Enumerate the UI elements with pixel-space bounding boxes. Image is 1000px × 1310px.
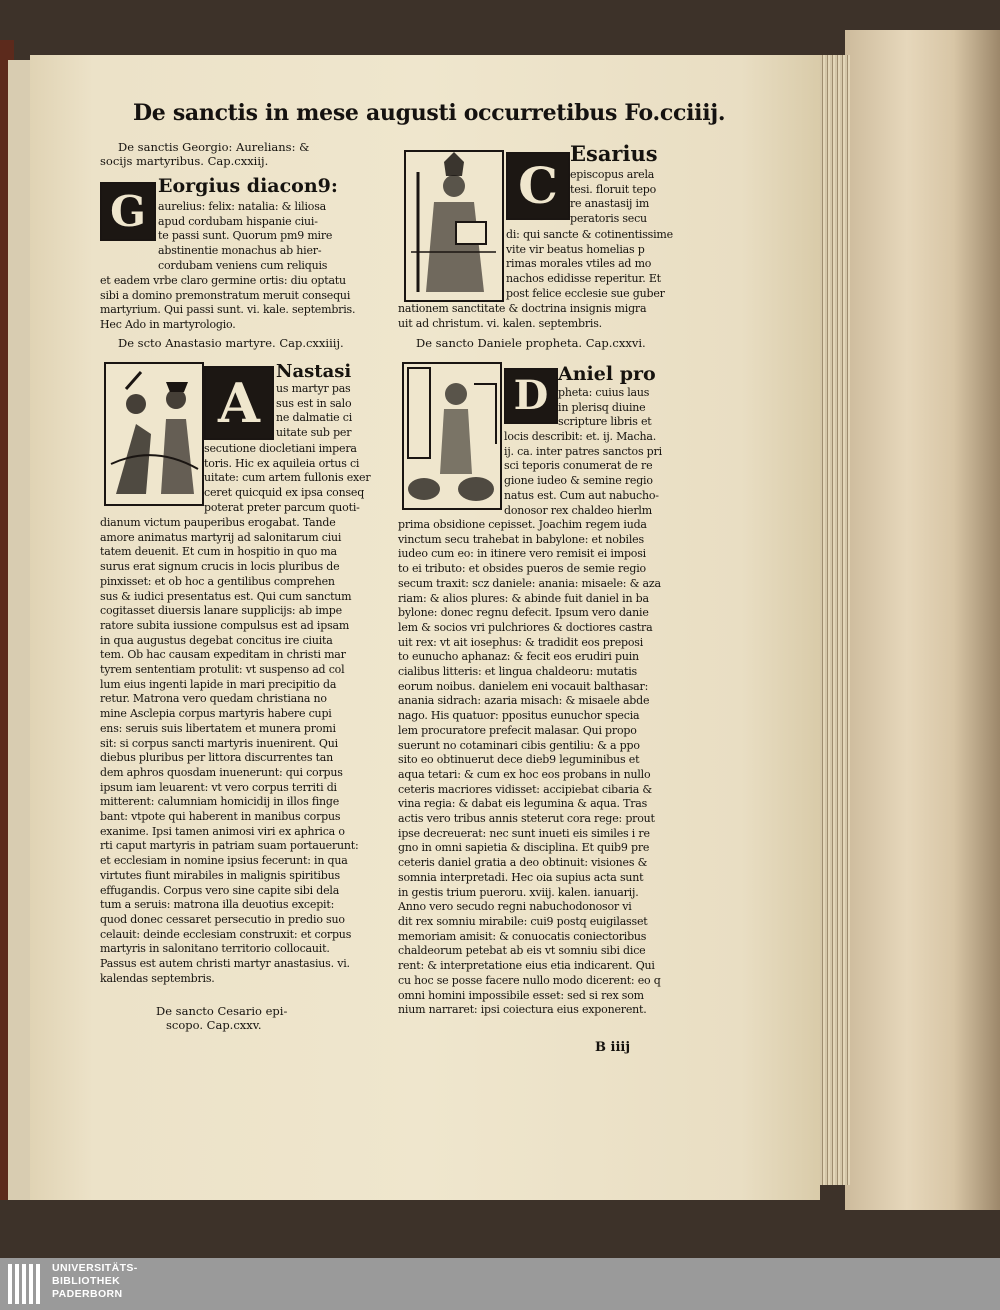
library-name <box>52 1262 138 1301</box>
library-logo-icon <box>8 1264 40 1304</box>
text-line: chaldeorum petebat ab eis vt somniu sibi dice <box>398 944 646 958</box>
woodcut-martyrdom-icon <box>106 364 202 504</box>
text-line: surus erat signum crucis in locis pluribus de <box>100 560 340 574</box>
text-line: pinxisset: et ob hoc a gentilibus comprehen <box>100 574 335 588</box>
text-line: somnia interpretadi. Hec oia supius acta sunt <box>398 870 644 884</box>
initial-g: G <box>100 182 156 241</box>
text-line: effugandis. Corpus vero sine capite sibi dela <box>100 883 340 897</box>
text-line: ij. ca. inter patres sanctos pri <box>504 444 662 458</box>
text-line: cogitasset diuersis lanare supplicijs: ab impe <box>100 604 342 618</box>
text-line: et ecclesiam in nomine ipsius fecerunt: in qua <box>100 854 348 868</box>
text-line: uitate sub per <box>276 426 352 440</box>
chapter4-side-text-lower <box>504 430 688 518</box>
chapter2-side-text <box>276 382 390 441</box>
page-edges <box>815 55 850 1185</box>
chapter3-side-text-lower <box>506 228 688 302</box>
text-line: amore animatus martyrij ad salonitarum ciui <box>100 530 342 544</box>
text-line: cu hoc se posse facere nullo modo dicerent: eo q <box>398 973 661 987</box>
chapter1-heading-line: socijs martyribus. Cap.cxxiij. <box>100 154 269 168</box>
text-line: natus est. Cum aut nabucho- <box>504 488 659 502</box>
text-line: vina regia: & dabat eis legumina & aqua. Tras <box>398 797 648 811</box>
text-line: toris. Hic ex aquileia ortus ci <box>204 456 360 470</box>
text-line: anania sidrach: azaria misach: & misaele abde <box>398 694 650 708</box>
text-line: dem aphros quosdam inuenerunt: qui corpus <box>100 765 343 779</box>
chapter2-body <box>100 516 390 987</box>
text-line: iudeo cum eo: in itinere vero remisit ei imposi <box>398 547 646 561</box>
text-line: bant: vtpote qui haberent in manibus corpus <box>100 810 341 824</box>
text-line: celauit: deinde ecclesiam construxit: et corpus <box>100 927 352 941</box>
text-line: martyrium. Qui passi sunt. vi. kale. septembris. <box>100 303 356 317</box>
text-line: ceteris macriores vidisset: accipiebat cibaria & <box>398 782 652 796</box>
woodcut-daniel-illustration <box>402 362 502 510</box>
text-line: in plerisq diuine <box>558 400 646 414</box>
text-line: ratore subita iussione compulsus est ad ipsam <box>100 618 350 632</box>
text-line: ceret quicquid ex ipsa conseq <box>204 486 365 500</box>
text-line: poterat preter parcum quoti- <box>204 500 360 514</box>
text-line: vite vir beatus homelias p <box>506 242 645 256</box>
library-footer <box>0 1258 1000 1310</box>
text-line: nachos edidisse reperitur. Et <box>506 272 661 286</box>
woodcut-daniel-icon <box>404 364 500 508</box>
text-line: et eadem vrbe claro germine ortis: diu optatu <box>100 274 346 287</box>
text-line: rimas morales vtiles ad mo <box>506 257 652 271</box>
text-line: nago. His quatuor: ppositus eunuchor specia <box>398 709 640 723</box>
chapter3-heading-line: scopo. Cap.cxxv. <box>166 1018 262 1032</box>
chapter4-side-text <box>558 386 688 430</box>
text-line: secum traxit: scz daniele: anania: misaele: & aza <box>398 576 661 590</box>
chapter3-heading <box>156 1004 390 1032</box>
text-line: actis vero tribus annis steterut cora rege: prout <box>398 812 655 826</box>
text-line: mine Asclepia corpus martyris habere cupi <box>100 707 332 721</box>
text-line: tesi. floruit tepo <box>570 182 657 196</box>
text-line: re anastasij im <box>570 197 650 211</box>
text-line: vinctum secu trahebat in babylone: et nobiles <box>398 532 644 546</box>
initial-d: D <box>504 368 558 424</box>
text-line: Anno vero secudo regni nabuchodonosor vi <box>398 900 632 914</box>
chapter4-title: Aniel pro <box>558 363 656 385</box>
text-line: sus est in salo <box>276 396 352 410</box>
text-line: kalendas septembris. <box>100 971 215 985</box>
text-line: pheta: cuius laus <box>558 386 650 399</box>
text-line: riam: & alios plures: & abinde fuit daniel in ba <box>398 591 649 605</box>
text-line: uit rex: vt ait iosephus: & tradidit eos preposi <box>398 635 644 649</box>
text-line: gno in omni sapietia & disciplina. Et quib9 pre <box>398 841 650 855</box>
text-line: mitterent: calumniam homicidij in illos finge <box>100 795 340 809</box>
text-line: rti caput martyris in patriam suam portauerunt: <box>100 839 359 853</box>
text-line: gione iudeo & semine regio <box>504 474 653 488</box>
text-line: quod donec cessaret persecutio in predio suo <box>100 912 345 926</box>
library-name-line: PADERBORN <box>52 1288 123 1300</box>
initial-c: C <box>506 152 570 220</box>
text-line: cialibus litteris: et lingua chaldeoru: mutatis <box>398 665 637 679</box>
text-line: to eunucho aphanaz: & fecit eos erudiri puin <box>398 650 639 664</box>
text-line: Passus est autem christi martyr anastasius. vi. <box>100 957 350 971</box>
text-line: in gestis trium pueroru. xviij. kalen. ianuarij. <box>398 885 639 899</box>
text-line: prima obsidione cepisset. Joachim regem iuda <box>398 518 647 531</box>
chapter4-heading: De sancto Daniele propheta. Cap.cxxvi. <box>416 336 646 350</box>
text-line: exanime. Ipsi tamen animosi viri ex aphrica o <box>100 824 345 838</box>
text-line: locis describit: et. ij. Macha. <box>504 430 657 443</box>
text-line: tatem deuenit. Et cum in hospitio in quo ma <box>100 545 337 559</box>
book-cover-edge <box>845 30 1000 1210</box>
chapter2-heading: De scto Anastasio martyre. Cap.cxxiiij. <box>118 336 344 350</box>
text-line: ens: seruis suis libertatem et munera promi <box>100 721 336 735</box>
text-line: ipse decreuerat: nec sunt inueti eis similes i re <box>398 826 650 840</box>
text-line: dianum victum pauperibus erogabat. Tande <box>100 516 336 529</box>
text-line: dit rex somniu mirabile: cui9 postq euigilasset <box>398 914 648 928</box>
text-line: lum eius ingenti lapide in mari precipitio da <box>100 677 337 691</box>
text-line: di: qui sancte & cotinentissime <box>506 228 673 241</box>
text-line: bylone: donec regnu defecit. Ipsum vero danie <box>398 606 649 620</box>
text-line: tyrem sententiam protulit: vt suspenso ad col <box>100 663 345 677</box>
text-line: rent: & interpretatione eius etia indicarent. Qui <box>398 959 655 973</box>
text-line: aurelius: felix: natalia: & liliosa <box>158 200 327 213</box>
text-line: retur. Matrona vero quedam christiana no <box>100 692 327 706</box>
text-line: donosor rex chaldeo hierlm <box>504 503 652 517</box>
text-line: omni homini impossibile esset: sed si rex som <box>398 988 644 1002</box>
text-line: secutione diocletiani impera <box>204 442 357 455</box>
chapter1-body <box>100 274 390 333</box>
text-line: te passi sunt. Quorum pm9 mire <box>158 229 333 243</box>
text-line: sito eo obtinuerut dece dieb9 leguminibus et <box>398 753 640 767</box>
text-line: peratoris secu <box>570 212 647 226</box>
chapter1-side-text <box>158 200 390 274</box>
chapter3-body <box>398 302 688 331</box>
text-line: abstinentie monachus ab hier- <box>158 244 322 258</box>
text-line: ne dalmatie ci <box>276 411 353 425</box>
text-line: in qua augustus degebat concitus ire ciuita <box>100 633 333 647</box>
text-line: sus & iudici presentatus est. Qui cum sanctum <box>100 589 352 603</box>
initial-a: A <box>204 366 274 440</box>
text-line: memoriam amisit: & conuocatis coniectoribus <box>398 929 647 943</box>
chapter1-heading-line: De sanctis Georgio: Aurelians: & <box>118 140 310 154</box>
chapter3-side-text <box>570 168 688 227</box>
text-line: virtutes fiunt mirabiles in malignis spiritibus <box>100 868 340 882</box>
folio-signature: B iiij <box>595 1040 631 1055</box>
woodcut-bishop-illustration <box>404 150 504 302</box>
text-line: uitate: cum artem fullonis exer <box>204 471 371 485</box>
library-name-line: BIBLIOTHEK <box>52 1275 121 1287</box>
text-line: nium narraret: ipsi coiectura eius exponerent. <box>398 1003 647 1017</box>
chapter3-title: Esarius <box>570 141 658 166</box>
text-line: lem procuratore prefecit malasar. Qui propo <box>398 723 637 737</box>
library-name-line: UNIVERSITÄTS- <box>52 1262 138 1274</box>
text-line: uit ad christum. vi. kalen. septembris. <box>398 316 602 330</box>
woodcut-martyrdom-illustration <box>104 362 204 506</box>
text-line: to ei tributo: et obsides pueros de semie regio <box>398 562 646 576</box>
text-line: martyris in salonitano territorio collocauit. <box>100 942 330 956</box>
text-line: Hec Ado in martyrologio. <box>100 318 236 332</box>
woodcut-bishop-icon <box>406 152 502 300</box>
text-line: sit: si corpus sancti martyris inuenirent. Qui <box>100 736 338 750</box>
running-head: De sanctis in mese augusti occurretibus Fo.cciiij. <box>133 100 726 126</box>
text-line: ceteris daniel gratia a deo obtinuit: visiones & <box>398 856 648 870</box>
text-line: lem & socios vri pulchriores & doctiores castra <box>398 620 653 634</box>
text-line: sibi a domino premonstratum meruit consequi <box>100 288 351 302</box>
text-line: cordubam veniens cum reliquis <box>158 258 328 272</box>
text-line: us martyr pas <box>276 382 351 395</box>
text-line: ipsum iam leuarent: vt vero corpus territi di <box>100 780 337 794</box>
text-line: aqua tetari: & cum ex hoc eos probans in nullo <box>398 767 651 781</box>
text-line: apud cordubam hispanie ciui- <box>158 214 318 228</box>
text-line: post felice ecclesie sue guber <box>506 286 665 300</box>
text-line: eorum noibus. danielem eni vocauit balthasar: <box>398 679 649 693</box>
chapter1-title: Eorgius diacon9: <box>158 175 338 197</box>
text-line: episcopus arela <box>570 168 655 181</box>
chapter3-heading-line: De sancto Cesario epi- <box>156 1004 288 1018</box>
text-line: sci teporis conumerat de re <box>504 459 653 473</box>
text-line: tem. Ob hac causam expeditam in christi mar <box>100 648 346 662</box>
chapter2-side-text-lower <box>204 442 390 516</box>
chapter4-body <box>398 518 688 1018</box>
text-line: nationem sanctitate & doctrina insignis migra <box>398 302 647 315</box>
text-line: diebus pluribus per littora discurrentes tan <box>100 751 334 765</box>
chapter1-heading <box>100 140 390 168</box>
text-line: tum a seruis: matrona illa deuotius excepit: <box>100 898 335 912</box>
text-line: scripture libris et <box>558 415 652 429</box>
chapter2-title: Nastasi <box>276 361 352 382</box>
text-line: suerunt no cotaminari cibis gentiliu: & a ppo <box>398 738 640 752</box>
